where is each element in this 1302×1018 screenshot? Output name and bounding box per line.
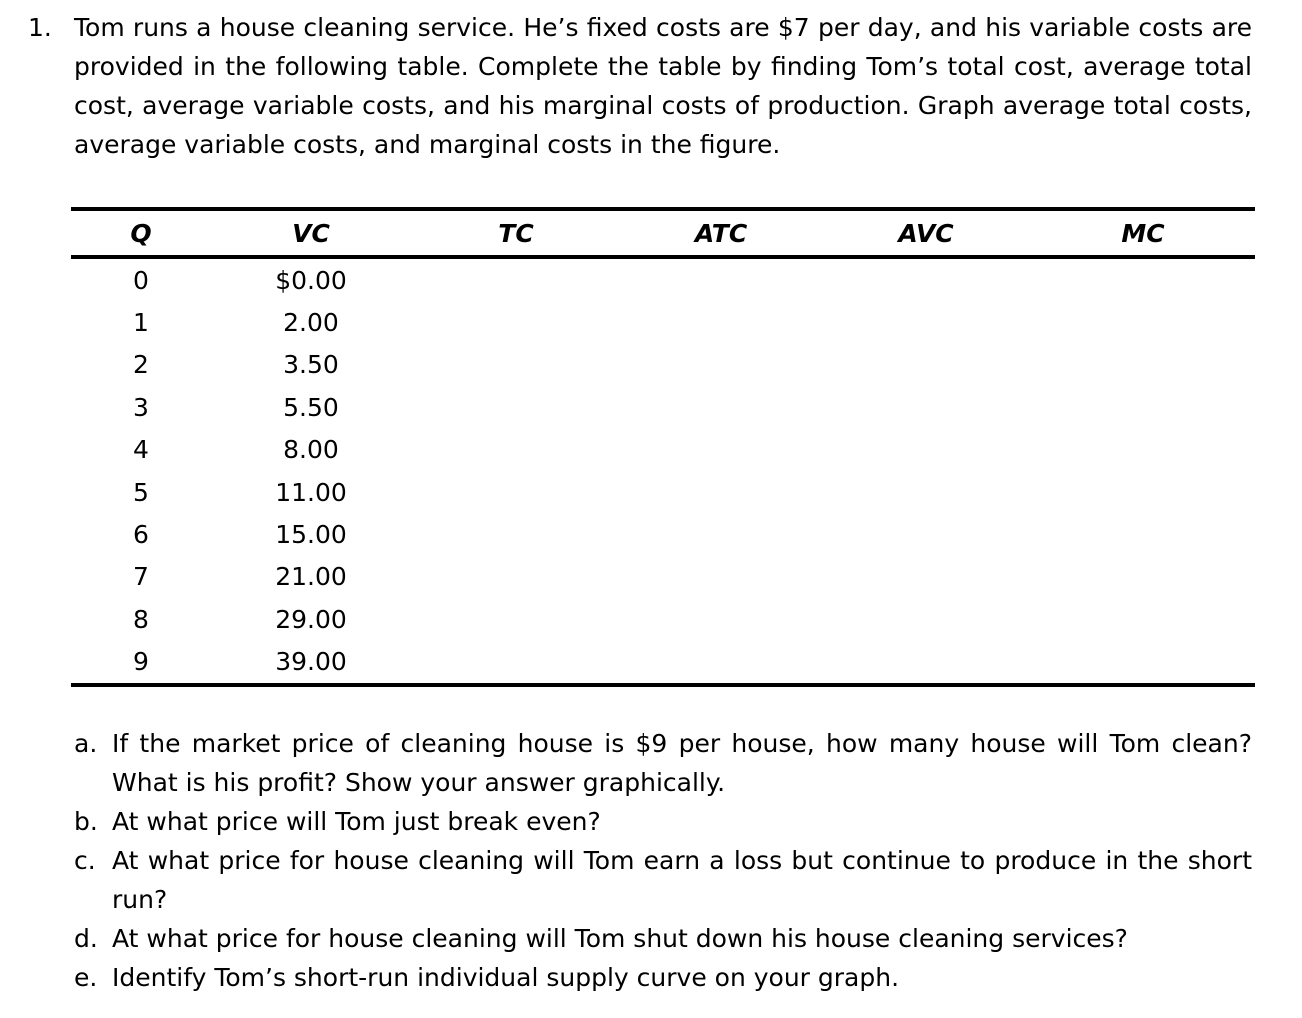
cell-mc (1031, 598, 1255, 640)
sub-question-c (74, 841, 1252, 919)
cell-q: 7 (133, 562, 149, 592)
cell-mc (1031, 556, 1255, 598)
table-row (71, 598, 1255, 640)
cell-avc (821, 386, 1031, 428)
table-row (71, 429, 1255, 471)
cell-tc (411, 257, 621, 301)
cell-tc (411, 471, 621, 513)
cell-mc (1031, 344, 1255, 386)
cell-tc (411, 429, 621, 471)
cell-atc (621, 598, 821, 640)
table-row (71, 386, 1255, 428)
table-row (71, 471, 1255, 513)
cell-atc (621, 556, 821, 598)
cell-tc (411, 598, 621, 640)
cell-tc (411, 513, 621, 555)
cell-q: 1 (133, 308, 149, 338)
sub-question-letter: e. (74, 963, 98, 992)
cell-vc: $0.00 (275, 265, 347, 295)
cell-vc: 8.00 (283, 435, 339, 465)
cell-q: 0 (133, 265, 149, 295)
cell-tc (411, 344, 621, 386)
cell-vc: 11.00 (275, 477, 347, 507)
table-row (71, 344, 1255, 386)
cell-tc (411, 386, 621, 428)
cell-vc: 21.00 (275, 562, 347, 592)
table-row (71, 513, 1255, 555)
question-number: 1. (28, 13, 52, 42)
cell-mc (1031, 429, 1255, 471)
cell-vc: 3.50 (283, 350, 339, 380)
cell-q: 2 (133, 350, 149, 380)
cell-q: 4 (133, 435, 149, 465)
header-q: Q (130, 218, 152, 248)
sub-question-a (74, 724, 1252, 802)
sub-question-letter: a. (74, 729, 98, 758)
header-tc: TC (498, 218, 534, 248)
cell-mc (1031, 641, 1255, 685)
table-row (71, 641, 1255, 685)
cell-avc (821, 513, 1031, 555)
cell-mc (1031, 513, 1255, 555)
cell-mc (1031, 301, 1255, 343)
cell-atc (621, 301, 821, 343)
cell-vc: 39.00 (275, 647, 347, 677)
cell-atc (621, 344, 821, 386)
sub-question-d (74, 919, 1252, 958)
cell-q: 9 (133, 647, 149, 677)
header-mc: MC (1121, 218, 1165, 248)
header-avc: AVC (898, 218, 954, 248)
header-atc: ATC (694, 218, 748, 248)
cell-avc (821, 301, 1031, 343)
sub-question-e (74, 958, 1252, 997)
cell-vc: 5.50 (283, 392, 339, 422)
sub-question-b (74, 802, 1252, 841)
cell-atc (621, 257, 821, 301)
table-row (71, 556, 1255, 598)
sub-question-letter: c. (74, 846, 96, 875)
cost-table (71, 207, 1255, 687)
cell-atc (621, 641, 821, 685)
cell-mc (1031, 257, 1255, 301)
cell-avc (821, 344, 1031, 386)
cell-tc (411, 556, 621, 598)
question-1 (28, 8, 1252, 164)
header-vc: VC (292, 218, 330, 248)
cell-q: 6 (133, 520, 149, 550)
sub-question-letter: d. (74, 924, 98, 953)
cell-atc (621, 513, 821, 555)
cell-avc (821, 641, 1031, 685)
cell-atc (621, 386, 821, 428)
sub-question-list (74, 724, 1252, 997)
question-text: Tom runs a house cleaning service. He’s fixed costs are $7 per day, and his variable costs are provided in the following table. Complete the table by finding Tom’s total cost, average total cost, average variable costs, and his marginal costs of production. Graph average total costs, average variable costs, and marginal costs in the figure. (74, 13, 1252, 159)
cell-tc (411, 301, 621, 343)
cell-avc (821, 429, 1031, 471)
sub-question-text: If the market price of cleaning house is $9 per house, how many house will Tom clean? What is his profit? Show your answer graphically. (112, 729, 1252, 797)
table-header-row (71, 209, 1255, 257)
cell-q: 3 (133, 392, 149, 422)
cell-avc (821, 598, 1031, 640)
cell-tc (411, 641, 621, 685)
cell-vc: 29.00 (275, 604, 347, 634)
table-row (71, 257, 1255, 301)
cell-vc: 15.00 (275, 520, 347, 550)
sub-question-text: At what price for house cleaning will Tom earn a loss but continue to produce in the short run? (112, 846, 1252, 914)
sub-question-text: At what price will Tom just break even? (112, 807, 601, 836)
cell-mc (1031, 386, 1255, 428)
cell-vc: 2.00 (283, 308, 339, 338)
cell-avc (821, 556, 1031, 598)
cell-atc (621, 471, 821, 513)
sub-question-text: At what price for house cleaning will Tom shut down his house cleaning services? (112, 924, 1128, 953)
cell-atc (621, 429, 821, 471)
sub-question-letter: b. (74, 807, 98, 836)
cell-avc (821, 471, 1031, 513)
cell-mc (1031, 471, 1255, 513)
cell-avc (821, 257, 1031, 301)
cell-q: 8 (133, 604, 149, 634)
cell-q: 5 (133, 477, 149, 507)
table-row (71, 301, 1255, 343)
sub-question-text: Identify Tom’s short-run individual supply curve on your graph. (112, 963, 900, 992)
